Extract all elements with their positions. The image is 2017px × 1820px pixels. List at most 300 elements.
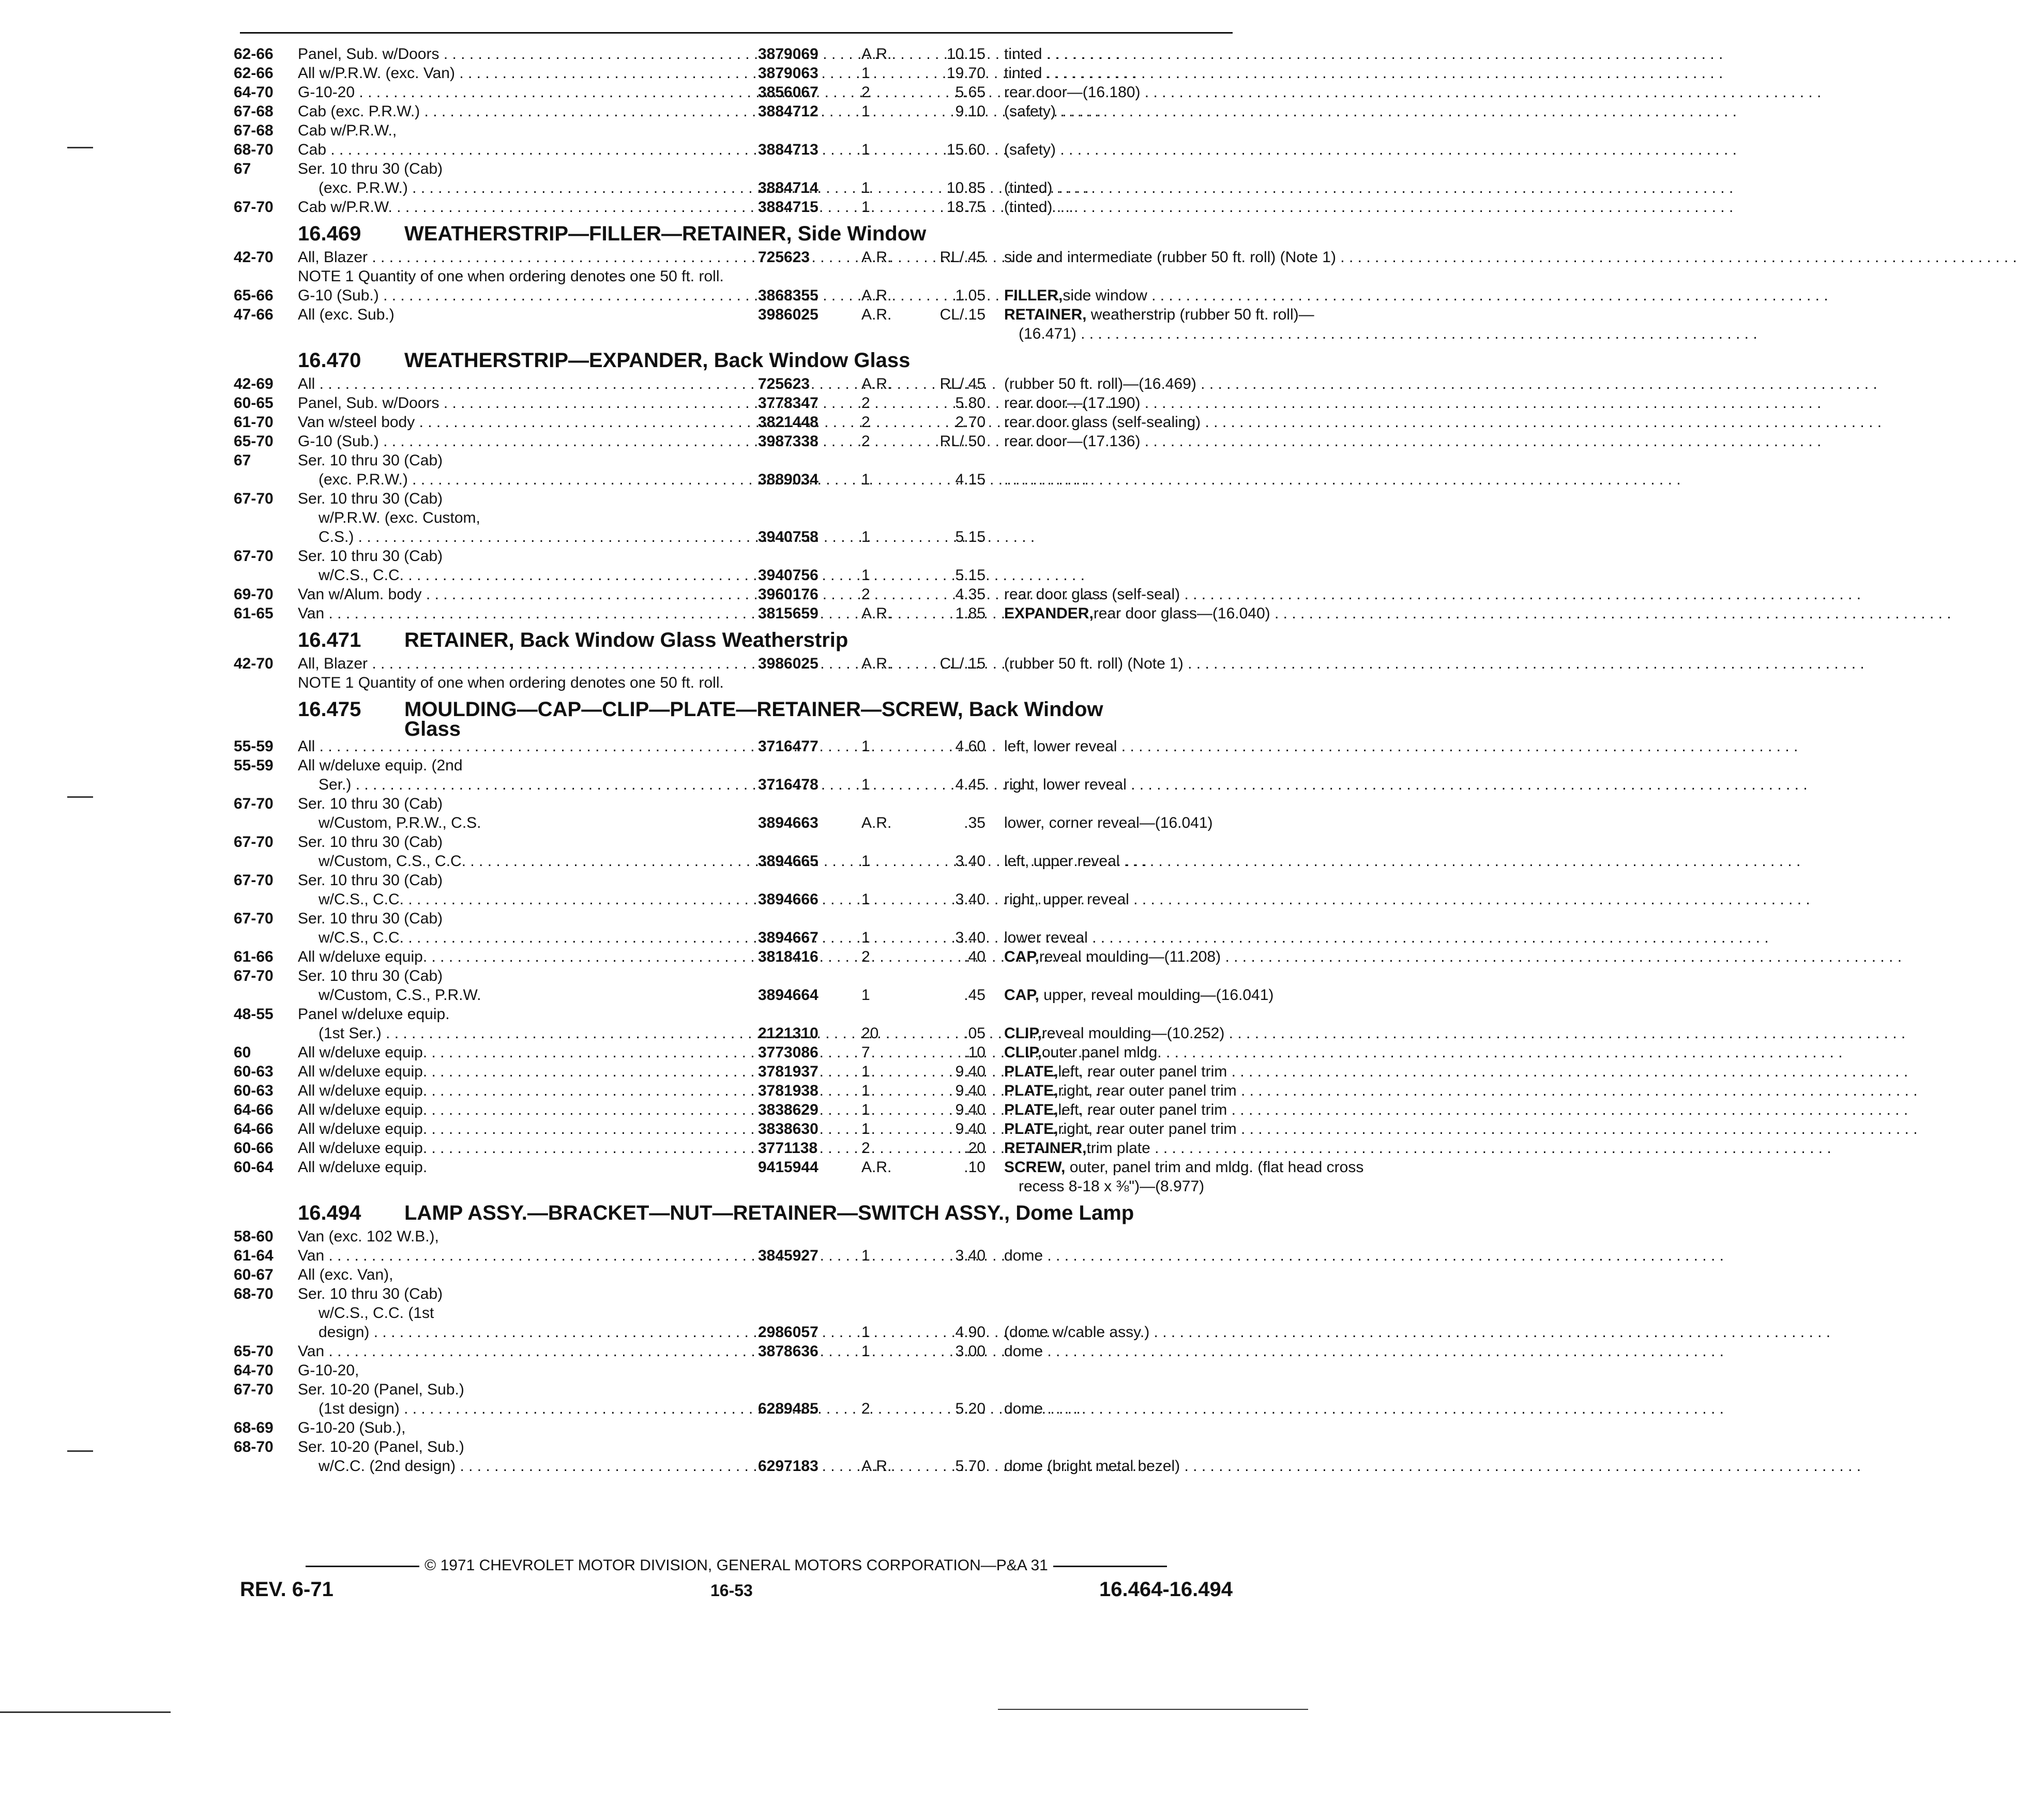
- part-name: EXPANDER,: [1004, 605, 1094, 622]
- application-text: Ser. 10 thru 30 (Cab): [298, 160, 443, 177]
- model-years: 61-70: [234, 414, 274, 431]
- part-number: 3781937: [758, 1063, 818, 1080]
- application-text: G-10-20 (Sub.),: [298, 1419, 406, 1436]
- quantity: 1: [861, 1101, 870, 1118]
- part-number: 3771138: [758, 1140, 818, 1157]
- part-number: 3884712: [758, 103, 818, 120]
- part-note: outer panel mldg. . . .: [1042, 1043, 1843, 1062]
- application-text: All w/P.R.W. (exc. Van) . . .: [298, 64, 1136, 83]
- application-text: Ser. 10-20 (Panel, Sub.): [298, 1381, 464, 1398]
- part-description: [1004, 813, 1464, 832]
- application-desc: [298, 756, 753, 775]
- part-number: 3884714: [758, 179, 818, 196]
- application-text: All (exc. Van),: [298, 1266, 393, 1283]
- application-text: Cab (exc. P.R.W.) . . .: [298, 102, 1101, 121]
- margin-mark: [67, 796, 93, 798]
- part-number: 3940758: [758, 528, 818, 545]
- application-text: Ser. 10 thru 30 (Cab): [298, 833, 443, 851]
- application-text: All (exc. Sub.): [298, 306, 395, 323]
- parts-row: [234, 1119, 1237, 1139]
- part-note: weatherstrip (rubber 50 ft. roll)—: [1086, 306, 1314, 323]
- application-desc: [298, 909, 753, 928]
- application-text: All, Blazer . . .: [298, 248, 1049, 267]
- model-years: 42-70: [234, 655, 274, 672]
- application-desc: [298, 470, 774, 489]
- parts-row: [234, 413, 1237, 432]
- parts-row: [234, 1361, 1237, 1380]
- section-heading: [234, 346, 1237, 374]
- section-number: 16.469: [298, 222, 361, 245]
- part-name: SCREW,: [1004, 1159, 1066, 1176]
- application-desc: [298, 305, 753, 324]
- application-desc: [298, 1227, 753, 1246]
- application-text: w/C.S., C.C. (1st: [319, 1305, 434, 1322]
- application-desc: [298, 1418, 753, 1437]
- price: 9.40: [955, 1063, 985, 1080]
- quantity: 1: [861, 1063, 870, 1080]
- application-text: w/Custom, C.S., P.R.W.: [319, 987, 481, 1004]
- model-years: 67-70: [234, 1381, 274, 1398]
- part-note: dome . . .: [1004, 1399, 1724, 1418]
- application-text: All w/deluxe equip. . . .: [298, 1043, 1108, 1062]
- section-title-text: WEATHERSTRIP—FILLER—RETAINER,: [404, 222, 792, 245]
- application-desc: [298, 1284, 753, 1303]
- application-desc: [298, 1043, 753, 1062]
- application-desc: [298, 1457, 774, 1476]
- application-text: w/C.S., C.C. . . .: [319, 890, 1085, 909]
- part-description: [1004, 1100, 1464, 1119]
- parts-row: [234, 1139, 1237, 1158]
- model-years: 65-70: [234, 433, 274, 450]
- application-text: C.S.) . . .: [319, 527, 1035, 547]
- application-text: Ser. 10 thru 30 (Cab): [298, 910, 443, 927]
- parts-row: [234, 286, 1237, 305]
- parts-row: [234, 832, 1237, 852]
- application-desc: [298, 83, 753, 102]
- application-desc: [298, 775, 774, 794]
- parts-row: [234, 64, 1237, 83]
- parts-row: [234, 1005, 1237, 1024]
- quantity: 1: [861, 471, 870, 488]
- application-desc: [298, 966, 753, 985]
- quantity: 1: [861, 738, 870, 755]
- part-description: [1004, 737, 1464, 756]
- parts-row: [234, 547, 1237, 566]
- parts-row: [234, 1100, 1237, 1119]
- part-name: PLATE,: [1004, 1063, 1058, 1080]
- model-years: 67-70: [234, 967, 274, 984]
- part-note: (dome w/cable assy.) . . .: [1004, 1323, 1830, 1342]
- part-name: CLIP,: [1004, 1025, 1042, 1042]
- parts-row: [234, 1284, 1237, 1303]
- part-number: 3878636: [758, 1343, 818, 1360]
- section-subtitle: Back Window Glass: [714, 349, 911, 372]
- application-desc: [298, 1399, 774, 1418]
- application-desc: [298, 44, 753, 64]
- parts-row: [234, 794, 1237, 813]
- parts-row: [234, 1342, 1237, 1361]
- application-desc: [298, 374, 753, 393]
- quantity: 1: [861, 776, 870, 793]
- price: CL/.15: [939, 306, 985, 323]
- parts-row: [234, 1246, 1237, 1265]
- quantity: A.R.: [861, 814, 892, 831]
- model-years: 58-60: [234, 1228, 274, 1245]
- part-number: 2121310: [758, 1025, 818, 1042]
- model-years: 55-59: [234, 738, 274, 755]
- part-description: [1004, 413, 1464, 432]
- part-description: [1004, 324, 1479, 343]
- section-heading: [234, 626, 1237, 654]
- application-text: (1st design) . . .: [319, 1399, 1081, 1418]
- part-name: CAP,: [1004, 987, 1039, 1004]
- model-years: 67: [234, 160, 251, 177]
- parts-row: [234, 44, 1237, 64]
- part-note: left, upper reveal . . .: [1004, 852, 1800, 871]
- price: 2.70: [955, 414, 985, 431]
- quantity: 1: [861, 65, 870, 82]
- parts-row: [234, 432, 1237, 451]
- application-text: Ser. 10 thru 30 (Cab): [298, 795, 443, 812]
- price: 4.60: [955, 738, 985, 755]
- part-note: rear door glass—(16.040) . . .: [1094, 604, 1951, 623]
- model-years: 65-70: [234, 1343, 274, 1360]
- price: 3.40: [955, 853, 985, 870]
- part-number: 6297183: [758, 1458, 818, 1475]
- part-number: 6289485: [758, 1400, 818, 1417]
- quantity: 1: [861, 1324, 870, 1341]
- section-number: 16.475: [298, 698, 361, 721]
- part-description: [1004, 947, 1464, 966]
- application-text: All w/deluxe equip. . . .: [298, 1081, 1108, 1100]
- part-number: 725623: [758, 375, 810, 392]
- part-number: 3868355: [758, 287, 818, 304]
- model-years: 61-66: [234, 948, 274, 965]
- application-desc: [298, 527, 774, 547]
- application-text: (1st Ser.) . . .: [319, 1024, 1063, 1043]
- application-desc: [298, 1005, 753, 1024]
- application-desc: [298, 985, 774, 1005]
- part-number: 3821448: [758, 414, 818, 431]
- application-desc: [298, 121, 753, 140]
- parts-row: [234, 1024, 1237, 1043]
- model-years: 60-63: [234, 1063, 274, 1080]
- part-number: 3773086: [758, 1044, 818, 1061]
- price: .10: [964, 1044, 985, 1061]
- part-number: 3894665: [758, 853, 818, 870]
- application-text: Cab . . .: [298, 140, 1007, 159]
- application-text: G-10 (Sub.) . . .: [298, 286, 1060, 305]
- application-text: design) . . .: [319, 1323, 1050, 1342]
- part-description: [1004, 374, 1464, 393]
- application-desc: [298, 604, 753, 623]
- parts-row: [234, 1043, 1237, 1062]
- quantity: A.R.: [861, 1458, 892, 1475]
- application-text: All . . .: [298, 737, 996, 756]
- parts-list: [234, 44, 1364, 1476]
- application-desc: [298, 1303, 774, 1323]
- part-description: [1004, 178, 1464, 198]
- parts-row: [234, 985, 1274, 1005]
- application-text: Panel, Sub. w/Doors . . .: [298, 44, 1120, 64]
- application-text: Ser. 10 thru 30 (Cab): [298, 452, 443, 469]
- parts-row: [234, 1081, 1237, 1100]
- application-desc: [298, 1158, 753, 1177]
- quantity: 2: [861, 395, 870, 412]
- application-desc: [298, 393, 753, 413]
- part-note: trim plate . . .: [1086, 1139, 1831, 1158]
- application-text: Van w/Alum. body . . .: [298, 585, 1103, 604]
- part-description: [1004, 393, 1464, 413]
- parts-row: [234, 566, 1237, 585]
- model-years: 68-69: [234, 1419, 274, 1436]
- application-desc: [298, 1062, 753, 1081]
- application-desc: [298, 102, 753, 121]
- section-number: 16.471: [298, 629, 361, 651]
- quantity: 2: [861, 433, 870, 450]
- quantity: 1: [861, 141, 870, 158]
- price: .35: [964, 814, 985, 831]
- parts-row: [234, 947, 1237, 966]
- parts-row: [234, 1437, 1237, 1457]
- application-text: w/C.C. (2nd design) . . .: [319, 1457, 1136, 1476]
- application-desc: [298, 432, 753, 451]
- application-text: Van . . .: [298, 1342, 1005, 1361]
- application-desc: [298, 794, 753, 813]
- model-years: 67-68: [234, 122, 274, 139]
- application-text: Cab w/P.R.W. . . .: [298, 198, 1073, 217]
- parts-row: [234, 102, 1237, 121]
- revision-label: REV. 6-71: [240, 1578, 333, 1601]
- price: RL/.50: [939, 433, 985, 450]
- part-description: [1004, 44, 1464, 64]
- part-description: [1004, 140, 1464, 159]
- parts-row: [234, 1457, 1237, 1476]
- parts-row: [234, 737, 1237, 756]
- price: RL/.45: [939, 249, 985, 266]
- parts-row: [234, 527, 1237, 547]
- part-description: [1004, 1342, 1464, 1361]
- application-desc: [298, 566, 774, 585]
- part-description: [1004, 1043, 1464, 1062]
- parts-row: [234, 813, 1237, 832]
- part-note: tinted . . .: [1004, 64, 1723, 83]
- part-note: rear door—(17.136) . . .: [1004, 432, 1821, 451]
- part-description: [1004, 890, 1464, 909]
- price: .05: [964, 1025, 985, 1042]
- application-desc: [298, 140, 753, 159]
- application-text: Ser. 10 thru 30 (Cab): [298, 872, 443, 889]
- quantity: A.R.: [861, 655, 892, 672]
- application-text: Ser. 10-20 (Panel, Sub.): [298, 1438, 464, 1455]
- part-note: right, lower reveal . . .: [1004, 775, 1808, 794]
- part-number: 3884715: [758, 199, 818, 216]
- quantity: 1: [861, 567, 870, 584]
- part-description: [1004, 604, 1464, 623]
- section-range: 16.464-16.494: [1099, 1578, 1233, 1601]
- copyright-line: [240, 1555, 1233, 1576]
- part-name: CLIP,: [1004, 1044, 1042, 1061]
- quantity: 1: [861, 1247, 870, 1264]
- part-description: [1004, 1246, 1464, 1265]
- section-subtitle: Side Window: [797, 222, 927, 245]
- parts-row: [234, 198, 1237, 217]
- model-years: 64-66: [234, 1101, 274, 1118]
- model-years: 61-65: [234, 605, 274, 622]
- application-text: Van (exc. 102 W.B.),: [298, 1228, 439, 1245]
- parts-row: [234, 159, 1237, 178]
- part-number: 3884713: [758, 141, 818, 158]
- part-note: right, rear outer panel trim . . .: [1058, 1081, 1917, 1100]
- part-note: right, rear outer panel trim . . .: [1058, 1119, 1917, 1139]
- quantity: 7: [861, 1044, 870, 1061]
- part-note: dome . . .: [1004, 1342, 1724, 1361]
- quantity: A.R.: [861, 1159, 892, 1176]
- part-description: [1004, 775, 1464, 794]
- part-description: [1004, 198, 1464, 217]
- part-number: 3818416: [758, 948, 818, 965]
- parts-row: [234, 374, 1237, 393]
- quantity: A.R.: [861, 287, 892, 304]
- part-number: 3894663: [758, 814, 818, 831]
- price: 5.20: [955, 1400, 985, 1417]
- part-description: [1004, 83, 1464, 102]
- parts-row: [234, 248, 1336, 267]
- application-desc: [298, 654, 753, 673]
- parts-row: [234, 966, 1237, 985]
- part-note: reveal moulding—(11.208) . . .: [1039, 947, 1902, 966]
- part-note: left, rear outer panel trim . . .: [1058, 1100, 1908, 1119]
- part-number: 3894667: [758, 929, 818, 946]
- part-number: 9415944: [758, 1159, 818, 1176]
- part-description: [1004, 64, 1464, 83]
- part-note: upper, reveal moulding—(16.041): [1039, 987, 1274, 1004]
- application-desc: [298, 1139, 753, 1158]
- model-years: 60-65: [234, 395, 274, 412]
- application-desc: [298, 947, 753, 966]
- part-note: right, upper reveal . . .: [1004, 890, 1810, 909]
- part-note: lower, corner reveal—(16.041): [1004, 814, 1213, 831]
- application-desc: [298, 1246, 753, 1265]
- model-years: 68-70: [234, 1438, 274, 1455]
- parts-row: [234, 489, 1237, 508]
- application-text: (exc. P.R.W.) . . .: [319, 178, 1089, 198]
- quantity: 1: [861, 1120, 870, 1138]
- part-number: 3940756: [758, 567, 818, 584]
- application-desc: [298, 547, 753, 566]
- parts-row: [234, 324, 1237, 343]
- model-years: 67-70: [234, 872, 274, 889]
- model-years: 60-67: [234, 1266, 274, 1283]
- section-title-cont: Glass: [404, 718, 461, 740]
- part-number: 3716477: [758, 738, 818, 755]
- application-desc: [298, 1119, 753, 1139]
- copyright-text: © 1971 CHEVROLET MOTOR DIVISION, GENERAL MOTORS CORPORATION—P&A 31: [424, 1557, 1048, 1574]
- part-note: side and intermediate (rubber 50 ft. roll) (Note 1) . . .: [1004, 248, 2017, 267]
- part-name: PLATE,: [1004, 1120, 1058, 1138]
- part-note: rear door—(16.180) . . .: [1004, 83, 1821, 102]
- quantity: 2: [861, 586, 870, 603]
- model-years: 61-64: [234, 1247, 274, 1264]
- part-number: 3987338: [758, 433, 818, 450]
- application-text: All w/deluxe equip.: [298, 1159, 428, 1176]
- parts-row: [234, 1062, 1237, 1081]
- parts-row: [234, 604, 1270, 623]
- parts-row: [234, 470, 1237, 489]
- part-number: 3986025: [758, 306, 818, 323]
- application-text: All . . .: [298, 374, 996, 393]
- parts-row: [234, 585, 1237, 604]
- part-description: [1004, 248, 1464, 267]
- quantity: A.R.: [861, 249, 892, 266]
- quantity: 2: [861, 414, 870, 431]
- parts-row: [234, 305, 1314, 324]
- part-number: 3879063: [758, 65, 818, 82]
- application-desc: [298, 413, 753, 432]
- application-desc: [298, 871, 753, 890]
- margin-mark: [0, 1711, 171, 1713]
- model-years: 67-70: [234, 833, 274, 851]
- model-years: 60-63: [234, 1082, 274, 1099]
- application-desc: [298, 1265, 753, 1284]
- parts-row: [234, 1380, 1237, 1399]
- part-description: [1004, 1081, 1464, 1100]
- quantity: A.R.: [861, 306, 892, 323]
- model-years: 68-70: [234, 1285, 274, 1302]
- application-text: w/Custom, P.R.W., C.S.: [319, 814, 481, 831]
- note-line: NOTE 1 Quantity of one when ordering denotes one 50 ft. roll.: [298, 674, 724, 691]
- application-text: Van . . .: [298, 1246, 1005, 1265]
- part-note: (safety) . . .: [1004, 140, 1737, 159]
- price: 4.15: [955, 471, 985, 488]
- part-note: reveal moulding—(10.252) . . .: [1042, 1024, 1905, 1043]
- application-desc: [298, 1323, 774, 1342]
- price: 9.40: [955, 1082, 985, 1099]
- price: 4.45: [955, 776, 985, 793]
- price: 5.65: [955, 84, 985, 101]
- part-note: lower reveal . . .: [1004, 928, 1769, 947]
- part-number: 3838630: [758, 1120, 818, 1138]
- part-note: left, rear outer panel trim . . .: [1058, 1062, 1908, 1081]
- parts-row: [234, 871, 1237, 890]
- part-description: [1004, 985, 1464, 1005]
- quantity: 1: [861, 528, 870, 545]
- part-name: RETAINER,: [1004, 1140, 1087, 1157]
- model-years: 62-66: [234, 65, 274, 82]
- price: 15.60: [946, 141, 985, 158]
- model-years: 69-70: [234, 586, 274, 603]
- part-name: FILLER,: [1004, 287, 1063, 304]
- part-number: 725623: [758, 249, 810, 266]
- part-note: (rubber 50 ft. roll) (Note 1) . . .: [1004, 654, 1864, 673]
- section-number: 16.494: [298, 1202, 361, 1224]
- application-desc: [298, 1081, 753, 1100]
- parts-row: [234, 140, 1237, 159]
- quantity: 1: [861, 1343, 870, 1360]
- parts-row: [234, 1303, 1237, 1323]
- part-note: left, lower reveal . . .: [1004, 737, 1798, 756]
- application-desc: [298, 159, 753, 178]
- section-title-text: MOULDING—CAP—CLIP—PLATE—RETAINER—SCREW, Back Window: [404, 698, 1103, 721]
- price: 19.70: [946, 65, 985, 82]
- quantity: 1: [861, 853, 870, 870]
- model-years: 42-70: [234, 249, 274, 266]
- model-years: 64-70: [234, 84, 274, 101]
- price: .10: [964, 1159, 985, 1176]
- part-number: 3889034: [758, 471, 818, 488]
- parts-row: [234, 508, 1237, 527]
- section-heading: [234, 1199, 1237, 1227]
